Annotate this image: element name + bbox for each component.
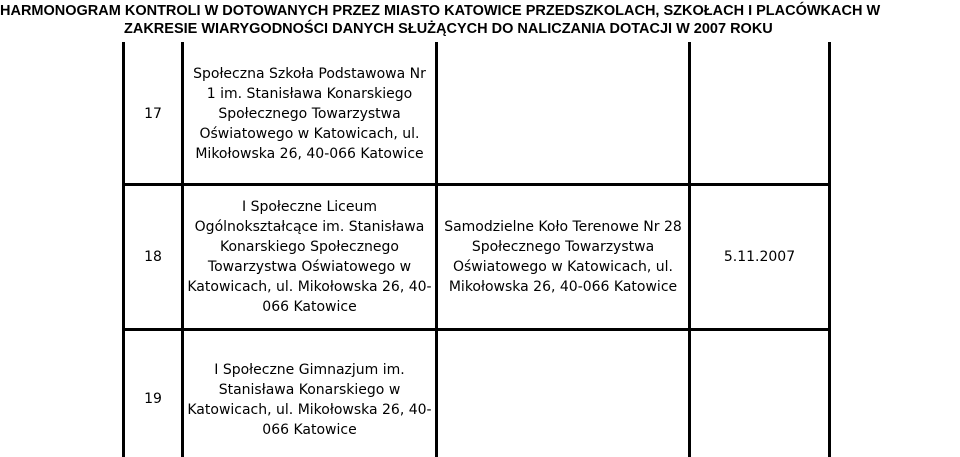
- title-line-2: ZAKRESIE WIARYGODNOŚCI DANYCH SŁUŻĄCYCH DO NALICZANIA DOTACJI W 2007 ROKU: [124, 21, 773, 37]
- row-18-operator: Samodzielne Koło Terenowe Nr 28 Społecznego Towarzystwa Oświatowego w Katowicach, ul. Mikołowska 26, 40-066 Katowice: [444, 219, 682, 295]
- row-17-institution: Społeczna Szkoła Podstawowa Nr 1 im. Stanisława Konarskiego Społecznego Towarzystwa Oświatowego w Katowicach, ul. Mikołowska 26, 40-066 Katowice: [193, 66, 426, 162]
- document-title: [0, 2, 960, 38]
- row-18-institution: I Społeczne Liceum Ogólnokształcące im. Stanisława Konarskiego Społecznego Towarzystwa Oświatowego w Katowicach, ul. Mikołowska 26, 40- 066 Katowice: [187, 199, 432, 315]
- row-18-number: 18: [144, 249, 162, 265]
- row-18-date: 5.11.2007: [723, 249, 796, 265]
- row-19-number: 19: [144, 391, 162, 407]
- row-17-number: 17: [144, 106, 162, 122]
- title-line-1: HARMONOGRAM KONTROLI W DOTOWANYCH PRZEZ MIASTO KATOWICE PRZEDSZKOLACH, SZKOŁACH I PLACÓWKACH W: [0, 3, 881, 19]
- grid-line: [828, 42, 831, 457]
- row-19-institution: I Społeczne Gimnazjum im. Stanisława Konarskiego w Katowicach, ul. Mikołowska 26, 40- 066 Katowice: [187, 362, 432, 438]
